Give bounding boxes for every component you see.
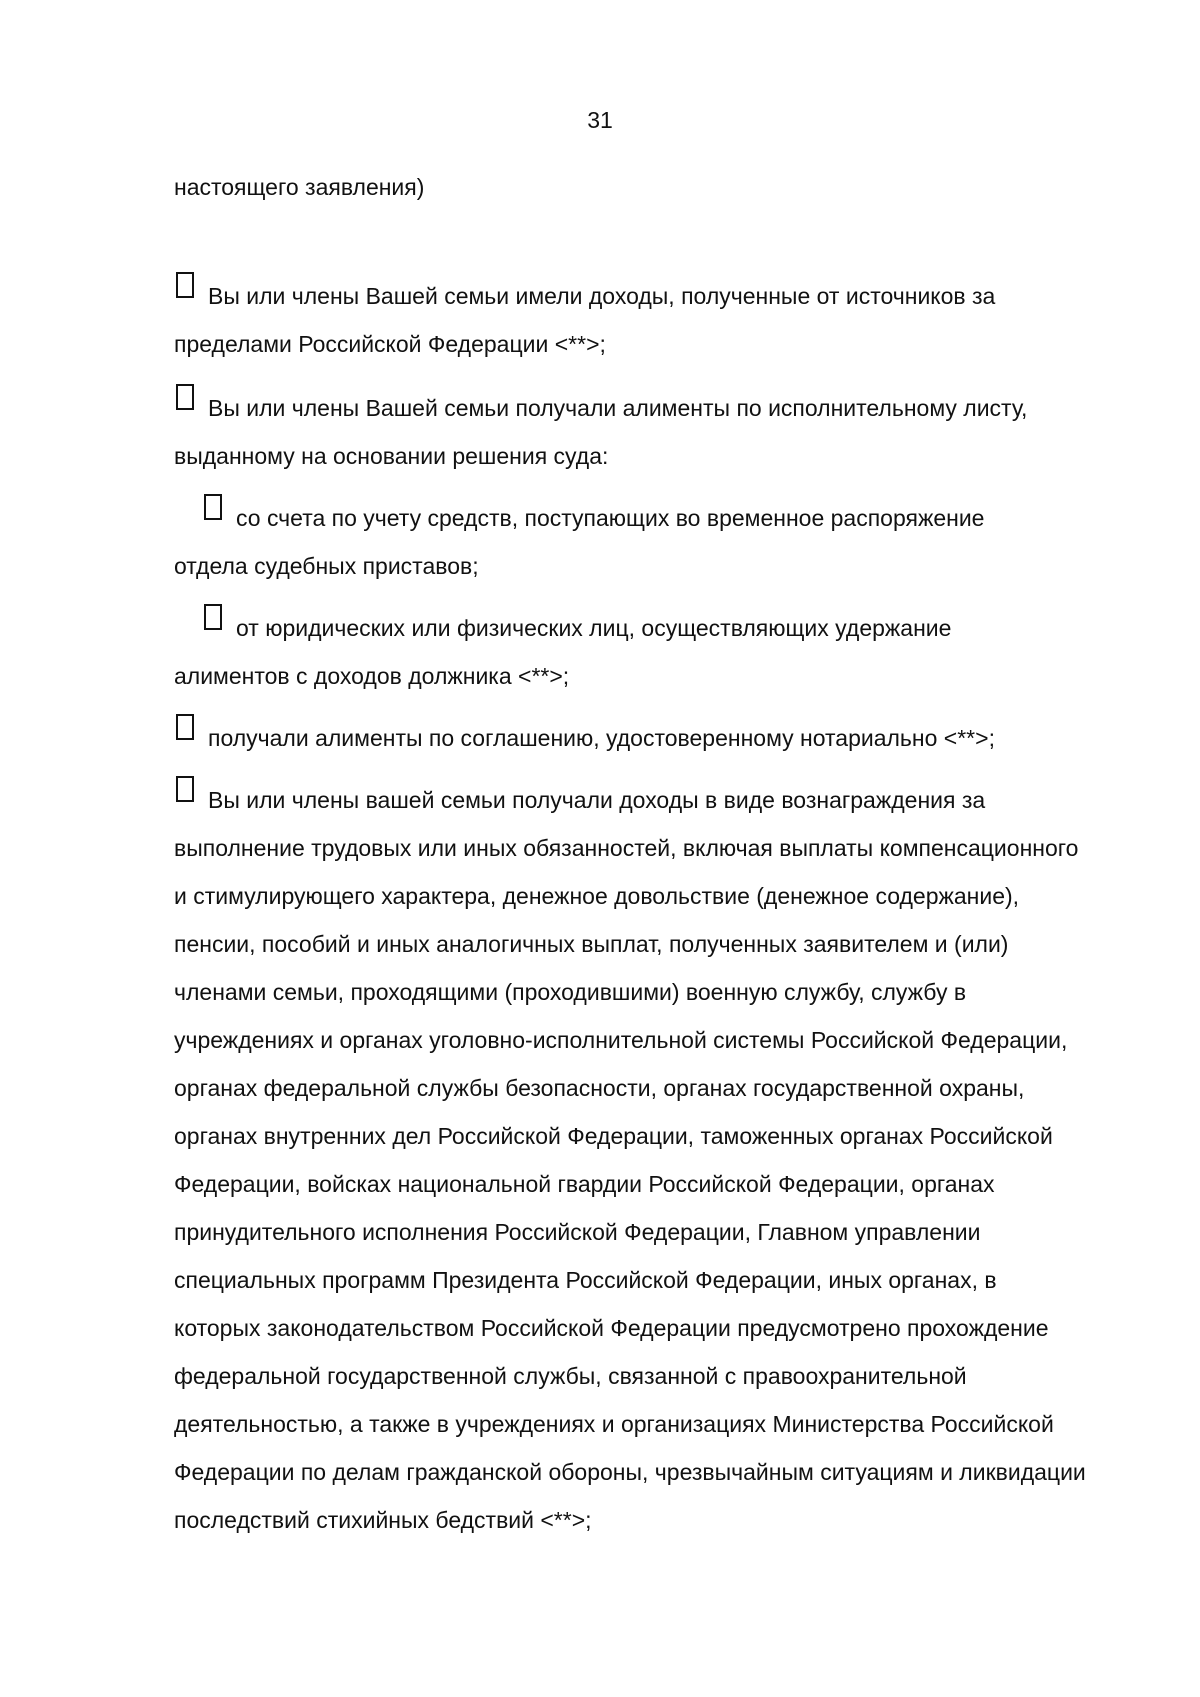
- item-service-income-line-3: и стимулирующего характера, денежное довольствие (денежное содержание),: [174, 883, 1020, 909]
- item-legal-entities-line-2: алиментов с доходов должника <**>;: [174, 663, 570, 689]
- item-service-income-line-12: которых законодательством Российской Федерации предусмотрено прохождение: [174, 1315, 1049, 1341]
- checkbox-bailiff-account[interactable]: [204, 494, 222, 520]
- item-service-income-line-9: Федерации, войсках национальной гвардии Российской Федерации, органах: [174, 1171, 995, 1197]
- item-service-income-line-15: Федерации по делам гражданской обороны, чрезвычайным ситуациям и ликвидации: [174, 1459, 1086, 1485]
- item-alimony-writ-line-1: Вы или члены Вашей семьи получали алименты по исполнительному листу,: [208, 395, 1028, 421]
- item-service-income-line-10: принудительного исполнения Российской Федерации, Главном управлении: [174, 1219, 981, 1245]
- page-number: 31: [587, 107, 613, 133]
- item-foreign-income-line-1: Вы или члены Вашей семьи имели доходы, полученные от источников за: [208, 283, 996, 309]
- item-service-income-line-13: федеральной государственной службы, связанной с правоохранительной: [174, 1363, 967, 1389]
- item-service-income-line-8: органах внутренних дел Российской Федерации, таможенных органах Российской: [174, 1123, 1053, 1149]
- item-legal-entities-line-1: от юридических или физических лиц, осуществляющих удержание: [236, 615, 952, 641]
- intro-line: настоящего заявления): [174, 174, 425, 200]
- checkbox-foreign-income[interactable]: [176, 272, 194, 298]
- item-bailiff-account-line-2: отдела судебных приставов;: [174, 553, 479, 579]
- item-service-income-line-4: пенсии, пособий и иных аналогичных выплат, полученных заявителем и (или): [174, 931, 1009, 957]
- item-service-income-line-7: органах федеральной службы безопасности, органах государственной охраны,: [174, 1075, 1025, 1101]
- item-service-income-line-6: учреждениях и органах уголовно-исполнительной системы Российской Федерации,: [174, 1027, 1068, 1053]
- item-foreign-income-line-2: пределами Российской Федерации <**>;: [174, 331, 606, 357]
- item-service-income-line-14: деятельностью, а также в учреждениях и организациях Министерства Российской: [174, 1411, 1054, 1437]
- item-alimony-writ-line-2: выданному на основании решения суда:: [174, 443, 609, 469]
- checkbox-notarial-agreement[interactable]: [176, 714, 194, 740]
- item-service-income-line-16: последствий стихийных бедствий <**>;: [174, 1507, 592, 1533]
- item-service-income-line-2: выполнение трудовых или иных обязанностей, включая выплаты компенсационного: [174, 835, 1079, 861]
- checkbox-alimony-writ[interactable]: [176, 384, 194, 410]
- item-service-income-line-5: членами семьи, проходящими (проходившими) военную службу, службу в: [174, 979, 967, 1005]
- item-bailiff-account-line-1: со счета по учету средств, поступающих во временное распоряжение: [236, 505, 985, 531]
- item-notarial-agreement-line-1: получали алименты по соглашению, удостоверенному нотариально <**>;: [208, 725, 995, 751]
- checkbox-legal-entities[interactable]: [204, 604, 222, 630]
- item-service-income-line-11: специальных программ Президента Российской Федерации, иных органах, в: [174, 1267, 997, 1293]
- item-service-income-line-1: Вы или члены вашей семьи получали доходы в виде вознаграждения за: [208, 787, 986, 813]
- checkbox-service-income[interactable]: [176, 776, 194, 802]
